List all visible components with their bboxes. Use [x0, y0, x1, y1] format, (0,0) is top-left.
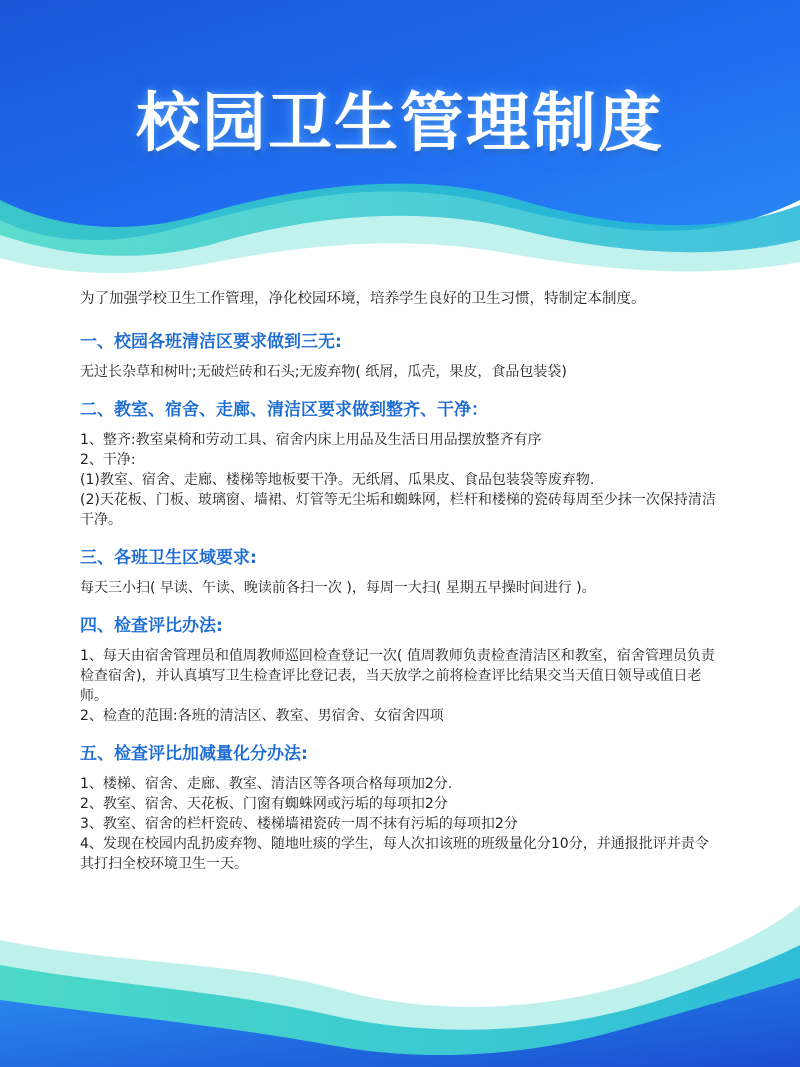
section-2 [80, 398, 720, 530]
section-line: 无过长杂草和树叶;无破烂砖和石头;无废弃物( 纸屑，瓜壳，果皮，食品包装袋) [80, 364, 567, 380]
section-line: 4、发现在校园内乱扔废弃物、随地吐痰的学生，每人次扣该班的班级量化分10分，并通报批评并责令其打扫全校环境卫生一天。 [80, 836, 709, 872]
section-heading: 二、教室、宿舍、走廊、清洁区要求做到整齐、干净： [80, 400, 488, 420]
section-line: 2、检查的范围:各班的清洁区、教室、男宿舍、女宿舍四项 [80, 708, 444, 724]
section-1 [80, 330, 720, 382]
section-line: 3、教室、宿舍的栏杆瓷砖、楼梯墙裙瓷砖一周不抹有污垢的每项扣2分 [80, 816, 518, 832]
section-heading: 三、各班卫生区域要求: [80, 548, 257, 568]
section-heading: 四、检查评比办法: [80, 616, 223, 636]
section-line: 每天三小扫( 早读、午读、晚读前各扫一次 )，每周一大扫( 星期五早操时间进行 )。 [80, 580, 596, 596]
section-line: (2)天花板、门板、玻璃窗、墙裙、灯管等无尘垢和蜘蛛网，栏杆和楼梯的瓷砖每周至少抹一次保持清洁干净。 [80, 492, 716, 528]
page-title: 校园卫生管理制度 [136, 87, 664, 161]
section-3 [80, 546, 720, 598]
section-line: (1)教室、宿舍、走廊、楼梯等地板要干净。无纸屑、瓜果皮、食品包装袋等废弃物. [80, 472, 595, 488]
intro-paragraph: 为了加强学校卫生工作管理，净化校园环境，培养学生良好的卫生习惯，特制定本制度。 [80, 291, 646, 307]
document-body [80, 288, 720, 890]
section-line: 1、楼梯、宿舍、走廊、教室、清洁区等各项合格每项加2分. [80, 776, 453, 792]
section-heading: 五、检查评比加减量化分办法: [80, 744, 308, 764]
section-line: 2、干净: [80, 452, 136, 468]
section-heading: 一、校园各班清洁区要求做到三无: [80, 332, 342, 352]
section-4 [80, 614, 720, 726]
section-5 [80, 742, 720, 874]
section-line: 2、教室、宿舍、天花板、门窗有蜘蛛网或污垢的每项扣2分 [80, 796, 448, 812]
section-line: 1、每天由宿舍管理员和值周教师巡回检查登记一次( 值周教师负责检查清洁区和教室，宿舍管理员负责检查宿舍)，并认真填写卫生检查评比登记表，当天放学之前将检查评比结果交当天值日领导或值日老师。 [80, 648, 715, 704]
section-line: 1、整齐:教室桌椅和劳动工具、宿舍内床上用品及生活日用品摆放整齐有序 [80, 432, 542, 448]
